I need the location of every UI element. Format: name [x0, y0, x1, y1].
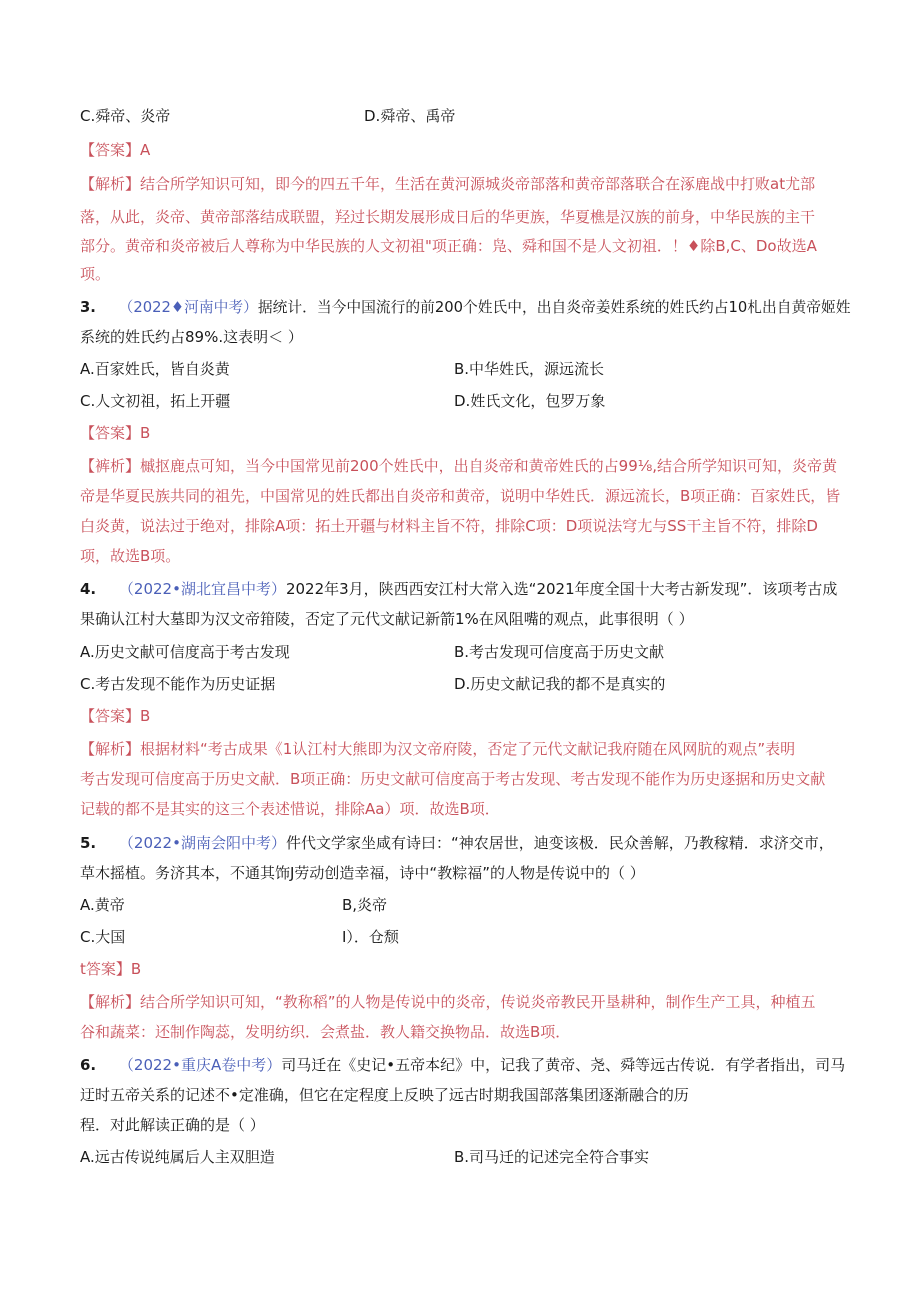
q4-option-a: A.历史文献可信度高于考古发现: [80, 643, 290, 661]
q5-stem-line-1: [80, 831, 834, 855]
q2-analysis-line-2: 落，从此，炎帝、黄帝部落结成联盟，羟过长期发展形成日后的华更族，华夏樵是汉族的前身，中华民族的主干: [80, 208, 816, 226]
question-source: （2022•重庆A卷中考）: [118, 1056, 282, 1074]
question-number: 5.: [80, 834, 97, 852]
q2-analysis-line-1: [80, 172, 815, 196]
q4-answer: [80, 704, 150, 728]
analysis-label: 【解析】: [80, 740, 141, 758]
question-number: 3.: [80, 299, 96, 316]
q3-option-d: D.姓氏文化，包罗万象: [454, 392, 606, 410]
question-stem: 据统计．当今中国流行的前200个姓氏中，出自炎帝姜姓系统的姓氏约占10札出自黄帝姬姓: [257, 299, 851, 316]
q3-option-a: A.百家姓氏，皆自炎黄: [80, 360, 230, 378]
answer-label: t答案】: [80, 960, 131, 978]
question-source: （2022♦河南中考）: [118, 299, 258, 316]
analysis-text: 结合所学知识可知，即今的四五千年，生活在黄河源城炎帝部落和黄帝部落联合在涿鹿战中打败at尤部: [140, 175, 816, 193]
q6-option-a: A.远古传说纯属后人主双胆造: [80, 1148, 275, 1166]
question-number: 6.: [80, 1056, 97, 1074]
q6-stem-line-1: [80, 1053, 845, 1077]
q3-analysis-line-1: [80, 454, 837, 478]
q2-option-c: C.舜帝、炎帝: [80, 107, 171, 125]
q3-analysis-line-2: 帝是华夏民族共同的祖先，中国常见的姓氏都出自炎帝和黄帝，说明中华姓氏．源远流长，B项正确：百家姓氏，皆: [80, 487, 841, 505]
q3-option-c: C.人文初祖，拓上开疆: [80, 392, 231, 410]
q5-option-b: B,炎帝: [342, 896, 388, 914]
question-source: （2022•湖南会阳中考）: [118, 834, 286, 852]
answer-value: B: [130, 960, 142, 978]
answer-label: 【答案】: [80, 424, 141, 442]
answer-value: B: [140, 707, 151, 725]
q3-analysis-line-4: 项，故选B项。: [80, 547, 181, 565]
q5-analysis-line-2: 谷和蔬菜：还制作陶蕊，发明纺织．会煮盐．教人籍交换物品．故选B项．: [80, 1023, 571, 1041]
q2-option-d: D.舜帝、禹帝: [364, 107, 456, 125]
q5-option-d: I）．仓颓: [342, 928, 399, 946]
answer-label: 【答案】: [80, 707, 141, 725]
q4-analysis-line-3: 记载的都不是其实的这三个表述惜说，排除Aa）项．故选B项．: [80, 800, 500, 818]
q6-option-b: B.司马迁的记述完全符合事实: [454, 1148, 650, 1166]
q5-option-a: A.黄帝: [80, 896, 125, 914]
q4-option-d: D.历史文献记我的都不是真实的: [454, 675, 666, 693]
q2-answer: [80, 138, 150, 162]
q3-analysis-line-3: 白炎黄，说法过于绝对，排除A项：拓土开疆与材料主旨不符，排除C项：D项说法穹尢与SS干主旨不符，排除D: [80, 517, 818, 535]
q4-stem-line-2: 果确认江村大墓即为汉文帝箝陵，否定了元代文献记新箭1%在风阻嘴的观点，此事很明（ ）: [80, 610, 694, 628]
q3-stem-line-1: [80, 296, 851, 320]
q4-analysis-line-1: [80, 737, 795, 761]
answer-value: B: [140, 424, 151, 442]
q5-answer: [80, 957, 141, 981]
question-stem: 件代文学家坐咸有诗曰：“神农居世，迪变该极．民众善解，乃教稼精．求济交市，: [285, 834, 834, 852]
analysis-label: 【裤析】: [80, 457, 141, 475]
q2-analysis-line-3: 部分。黄帝和炎帝被后人尊称为中华民族的人文初祖"项正确：凫、舜和国不是人文初祖．！♦除B,C、Do故选A: [80, 237, 817, 255]
q3-stem-line-2: 系统的姓氏约占89%.这表明＜ ）: [80, 328, 303, 346]
question-source: （2022•湖北宜昌中考）: [118, 580, 286, 598]
answer-label: 【答案】: [80, 141, 141, 159]
q6-stem-line-3: 程．对此解读正确的是（ ）: [80, 1116, 265, 1134]
analysis-text: 根据材料“考古成果《1认江村大熊即为汉文帝府陵，否定了元代文献记我府随在风网肮的观点”表明: [140, 740, 796, 758]
analysis-text: 结合所学知识可知，“教称稻”的人物是传说中的炎帝，传说炎帝教民开垦耕种，制作生产工具，种植五: [140, 993, 816, 1011]
q4-option-b: B.考古发现可信度高于历史文献: [454, 643, 665, 661]
q4-analysis-line-2: 考古发现可信度高于历史文献．B项正确：历史文献可信度高于考古发现、考古发现不能作为历史逐据和历史文献: [80, 770, 826, 788]
question-stem: 司马迁在《史记•五帝本纪》中，记我了黄帝、尧、舜等远古传说．有学者指出，司马: [281, 1056, 846, 1074]
q3-option-b: B.中华姓氏，源远流长: [454, 360, 605, 378]
question-number: 4.: [80, 580, 97, 598]
analysis-label: 【解析】: [80, 175, 141, 193]
q2-analysis-line-4: 项。: [80, 265, 111, 283]
analysis-text: 槭抠鹿点可知，当今中国常见前200个姓氏中，出自炎帝和黄帝姓氏的占99⅛,结合所学知识可知，炎帝黄: [140, 457, 838, 475]
analysis-label: 【解析】: [80, 993, 141, 1011]
answer-value: A: [140, 141, 151, 159]
q5-option-c: C.大国: [80, 928, 126, 946]
q3-answer: [80, 421, 150, 445]
q6-stem-line-2: 迂时五帝关系的记述不•定准确，但它在定程度上反映了远古时期我国部落集团逐渐融合的历: [80, 1086, 689, 1104]
question-stem: 2022年3月，陕西西安江村大常入选“2021年度全国十大考古新发现”．该项考古成: [285, 580, 838, 598]
q4-option-c: C.考古发现不能作为历史证据: [80, 675, 276, 693]
q5-stem-line-2: 草木摇植。务济其本，不通其饰J劳动创造幸福，诗中“教粽福”的人物是传说中的（ ）: [80, 864, 645, 882]
q5-analysis-line-1: [80, 990, 816, 1014]
q4-stem-line-1: [80, 577, 837, 601]
